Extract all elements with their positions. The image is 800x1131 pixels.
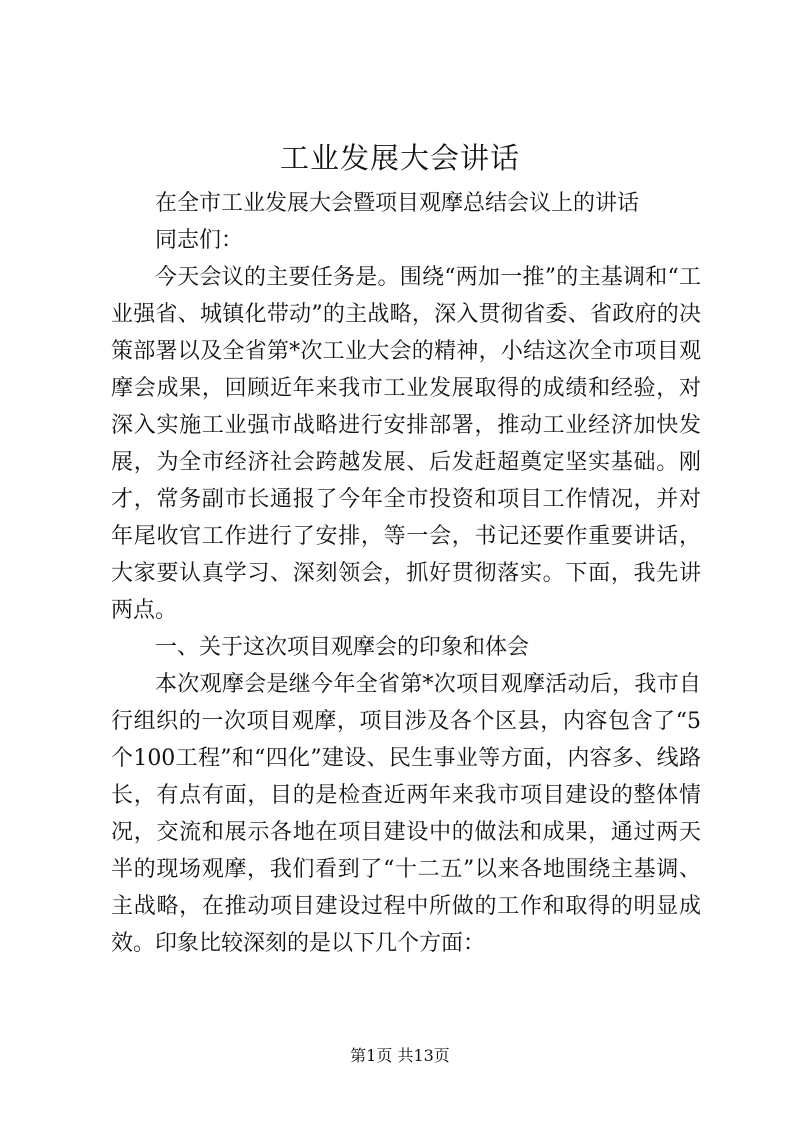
document-body: [111, 185, 701, 962]
section-heading: 一、关于这次项目观摩会的印象和体会: [155, 635, 530, 660]
salutation: 同志们：: [155, 228, 244, 253]
page-footer: 第1页 共13页: [350, 1046, 450, 1065]
intro-paragraph: 今天会议的主要任务是。围绕“两加一推”的主基调和“工业强省、城镇化带动”的主战略，深入贯彻省委、省政府的决策部署以及全省第*次工业大会的精神，小结这次全市项目观摩会成果，回顾近年来我市工业发展取得的成绩和经验，对深入实施工业强市战略进行安排部署，推动工业经济加快发展，为全市经济社会跨越发展、后发赶超奠定坚实基础。刚才，常务副市长通报了今年全市投资和项目工作情况，并对年尾收官工作进行了安排，等一会，书记还要作重要讲话，大家要认真学习、深刻领会，抓好贯彻落实。下面，我先讲两点。: [111, 265, 701, 623]
section-paragraph: 本次观摩会是继今年全省第*次项目观摩活动后，我市自行组织的一次项目观摩，项目涉及各个区县，内容包含了“5个100工程”和“四化”建设、民生事业等方面，内容多、线路长，有点有面，目的是检查近两年来我市项目建设的整体情况，交流和展示各地在项目建设中的做法和成果，通过两天半的现场观摩，我们看到了“十二五”以来各地围绕主基调、主战略，在推动项目建设过程中所做的工作和取得的明显成效。印象比较深刻的是以下几个方面：: [111, 672, 701, 956]
speech-subtitle: 在全市工业发展大会暨项目观摩总结会议上的讲话: [155, 191, 640, 216]
document-title: 工业发展大会讲话: [279, 141, 520, 175]
